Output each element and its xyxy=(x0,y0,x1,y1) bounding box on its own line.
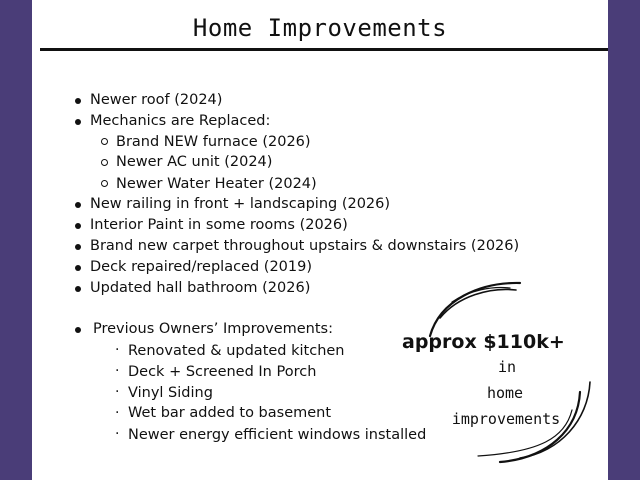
middot-icon: · xyxy=(115,342,120,358)
list-item: Renovated & updated kitchen xyxy=(128,343,345,359)
list-item: Newer energy efficient windows installed xyxy=(128,427,427,443)
list-item: Deck + Screened In Porch xyxy=(128,364,317,380)
list-item: Interior Paint in some rooms (2026) xyxy=(90,217,348,233)
list-item: Updated hall bathroom (2026) xyxy=(90,280,311,296)
list-item: Vinyl Siding xyxy=(128,385,213,401)
list-item: New railing in front + landscaping (2026) xyxy=(90,196,391,212)
middot-icon: · xyxy=(115,426,120,442)
previous-heading: Previous Owners’ Improvements: xyxy=(93,321,333,337)
callout-line-1: in xyxy=(497,358,517,376)
list-item: Brand new carpet throughout upstairs & downstairs (2026) xyxy=(90,238,520,254)
callout-line-2: home xyxy=(486,384,524,402)
list-item: Newer AC unit (2024) xyxy=(116,154,273,170)
list-item: Newer roof (2024) xyxy=(90,92,223,108)
callout-amount: approx $110k+ xyxy=(402,331,565,353)
list-item: Brand NEW furnace (2026) xyxy=(116,134,311,150)
page-title: Home Improvements xyxy=(192,14,448,42)
middot-icon: · xyxy=(115,405,120,421)
callout-line-3: improvements xyxy=(451,410,561,428)
middot-icon: · xyxy=(115,363,120,379)
list-item: Wet bar added to basement xyxy=(128,405,332,421)
list-item: Deck repaired/replaced (2019) xyxy=(90,259,313,275)
middot-icon: · xyxy=(115,384,120,400)
list-item: Mechanics are Replaced: xyxy=(90,113,271,129)
list-item: Newer Water Heater (2024) xyxy=(116,176,317,192)
